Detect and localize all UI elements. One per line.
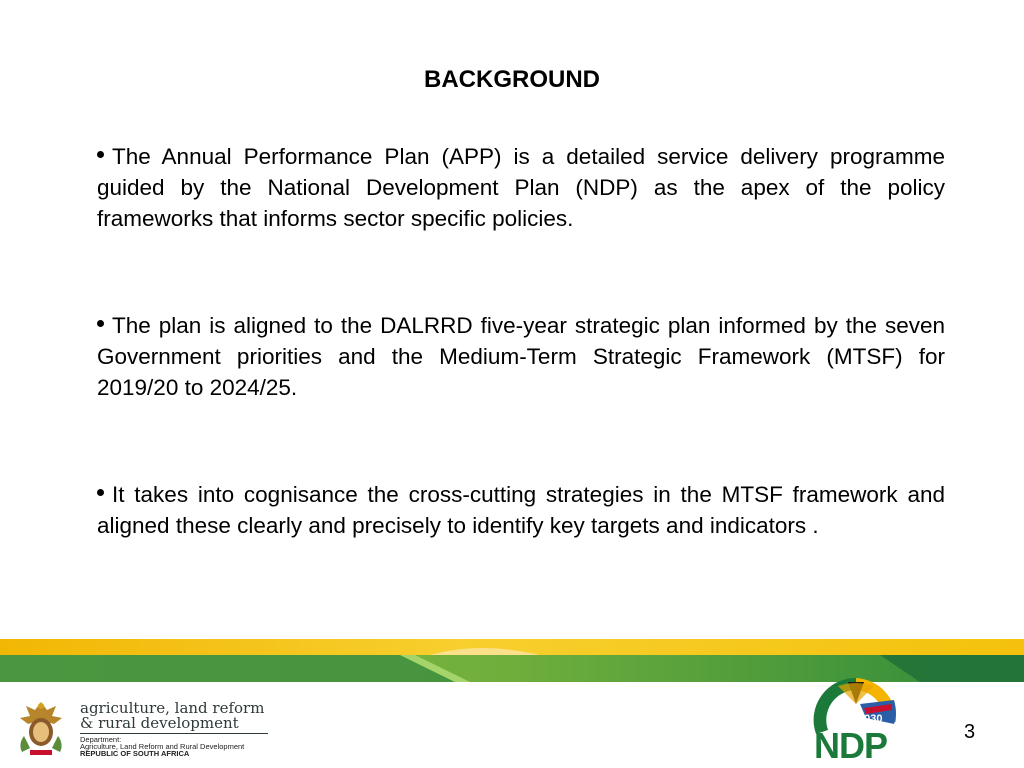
department-logo	[12, 698, 282, 762]
page-number: 3	[964, 721, 976, 743]
ndp-year: 2030	[858, 713, 883, 725]
department-label: Department:	[80, 735, 122, 744]
bullet-text: The plan is aligned to the DALRRD five-year strategic plan informed by the seven Government priorities and the Medium-Term Strategic Framework (MTSF) for 2019/20 to 2024/25.	[97, 313, 945, 400]
department-name-line2: & rural development	[80, 714, 239, 732]
bullet-text: The Annual Performance Plan (APP) is a detailed service delivery programme guided by the National Development Plan (NDP) as the apex of the policy frameworks that informs sector specific policies.	[97, 144, 945, 231]
ndp-text: NDP	[814, 725, 888, 762]
department-name-line1: agriculture, land reform	[80, 699, 265, 717]
bullet-dot-icon	[97, 320, 104, 327]
bullet-item	[97, 310, 945, 403]
slide-title: BACKGROUND	[424, 66, 600, 93]
department-full-name: Agriculture, Land Reform and Rural Development	[80, 742, 245, 751]
bullet-item	[97, 479, 945, 541]
bullet-text: It takes into cognisance the cross-cutting strategies in the MTSF framework and aligned these clearly and precisely to identify key targets and indicators .	[97, 482, 945, 538]
country-name: REPUBLIC OF SOUTH AFRICA	[80, 749, 190, 758]
coat-of-arms-icon	[12, 698, 70, 758]
bullet-dot-icon	[97, 151, 104, 158]
bullet-item	[97, 141, 945, 234]
bullet-dot-icon	[97, 489, 104, 496]
ndp-2030-logo	[808, 674, 904, 762]
divider	[80, 733, 268, 734]
